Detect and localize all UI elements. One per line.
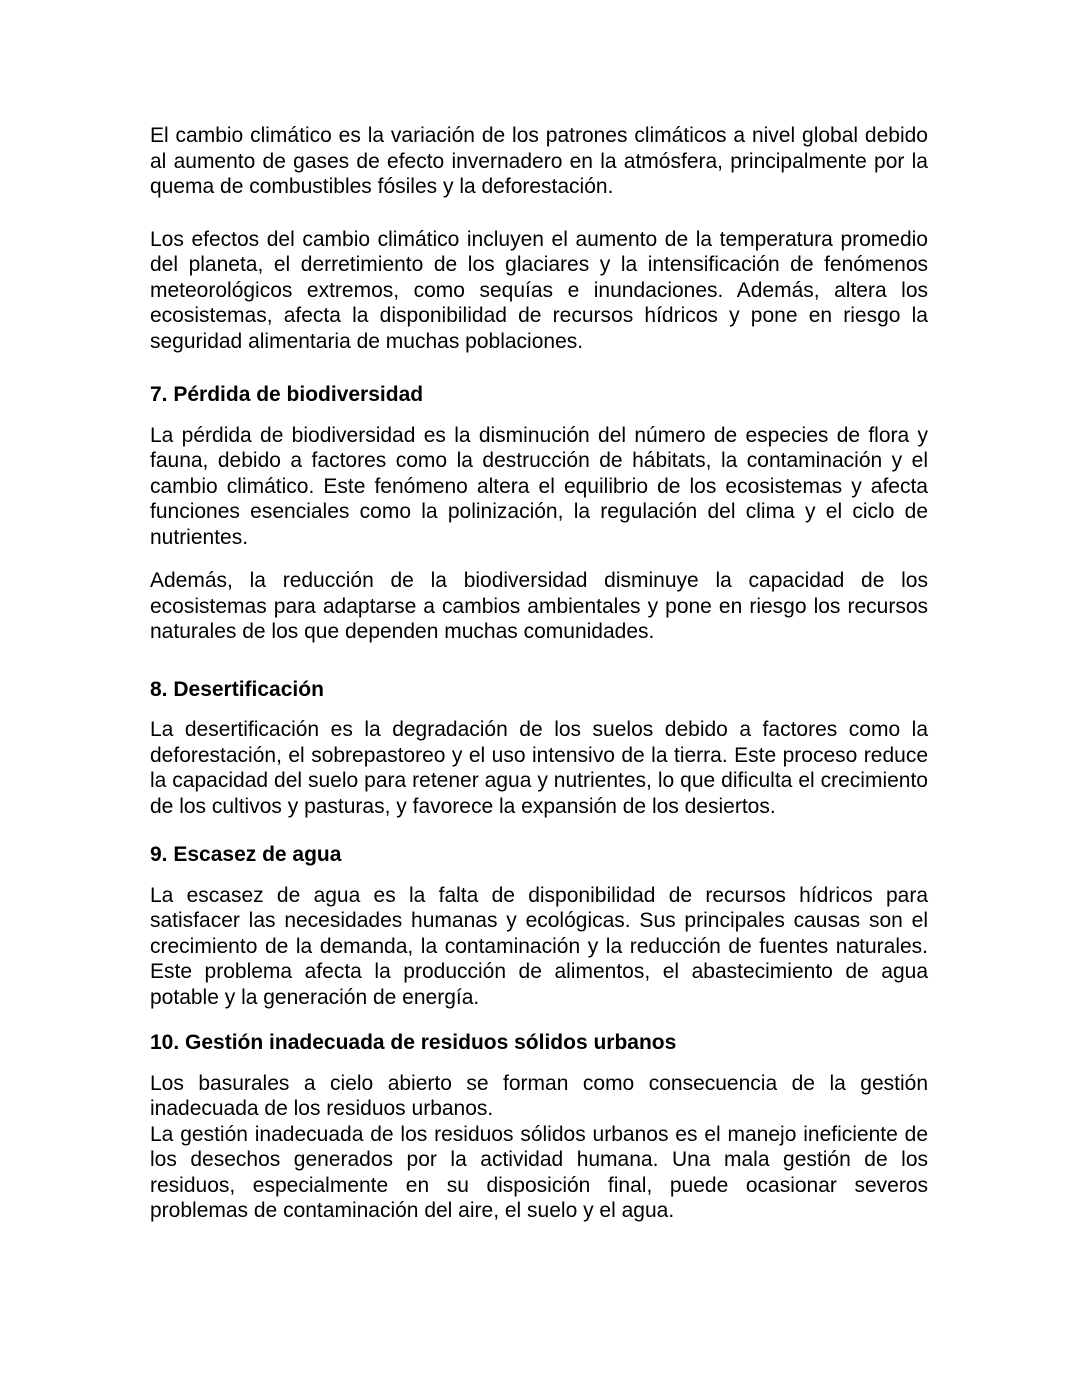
paragraph-waste-management-definition: La gestión inadecuada de los residuos sólidos urbanos es el manejo ineficiente de los desechos generados por la actividad humana. Una mala gestión de los residuos, especialmente en su disposición final, puede ocasionar severos problemas de contaminación del aire, el suelo y el agua.: [150, 1122, 928, 1222]
heading-water-scarcity: 9. Escasez de agua: [150, 843, 342, 866]
heading-urban-waste-management: 10. Gestión inadecuada de residuos sólidos urbanos: [150, 1031, 677, 1054]
heading-desertification: 8. Desertificación: [150, 677, 324, 701]
paragraph-biodiversity-definition: La pérdida de biodiversidad es la disminución del número de especies de flora y fauna, debido a factores como la destrucción de hábitats, la contaminación y el cambio climático. Este fenómeno altera el equilibrio de los ecosistemas y afecta funciones esenciales como la polinización, la regulación del clima y el ciclo de nutrientes.: [150, 423, 928, 549]
document-text-content: [150, 0, 928, 1224]
paragraph-climate-change-effects: Los efectos del cambio climático incluyen el aumento de la temperatura promedio del planeta, el derretimiento de los glaciares y la intensificación de fenómenos meteorológicos extremos, como sequías e inundaciones. Además, altera los ecosistemas, afecta la disponibilidad de recursos hídricos y pone en riesgo la seguridad alimentaria de muchas poblaciones.: [150, 227, 928, 353]
paragraph-desertification: La desertificación es la degradación de los suelos debido a factores como la deforestación, el sobrepastoreo y el uso intensivo de la tierra. Este proceso reduce la capacidad del suelo para retener agua y nutrientes, lo que dificulta el crecimiento de los cultivos y pasturas, y favorece la expansión de los desiertos.: [150, 718, 928, 818]
paragraph-biodiversity-consequences: Además, la reducción de la biodiversidad disminuye la capacidad de los ecosistemas para adaptarse a cambios ambientales y pone en riesgo los recursos naturales de los que dependen muchas comunidades.: [150, 569, 928, 643]
paragraph-water-scarcity: La escasez de agua es la falta de disponibilidad de recursos hídricos para satisfacer las necesidades humanas y ecológicas. Sus principales causas son el crecimiento de la demanda, la contaminación y la reducción de fuentes naturales. Este problema afecta la producción de alimentos, el abastecimiento de agua potable y la generación de energía.: [150, 883, 928, 1009]
paragraph-climate-change-definition: El cambio climático es la variación de los patrones climáticos a nivel global debido al aumento de gases de efecto invernadero en la atmósfera, principalmente por la quema de combustibles fósiles y la deforestación.: [150, 124, 928, 198]
heading-biodiversity-loss: 7. Pérdida de biodiversidad: [150, 383, 424, 406]
paragraph-open-dumps: Los basurales a cielo abierto se forman como consecuencia de la gestión inadecuada de los residuos urbanos.: [150, 1071, 928, 1120]
